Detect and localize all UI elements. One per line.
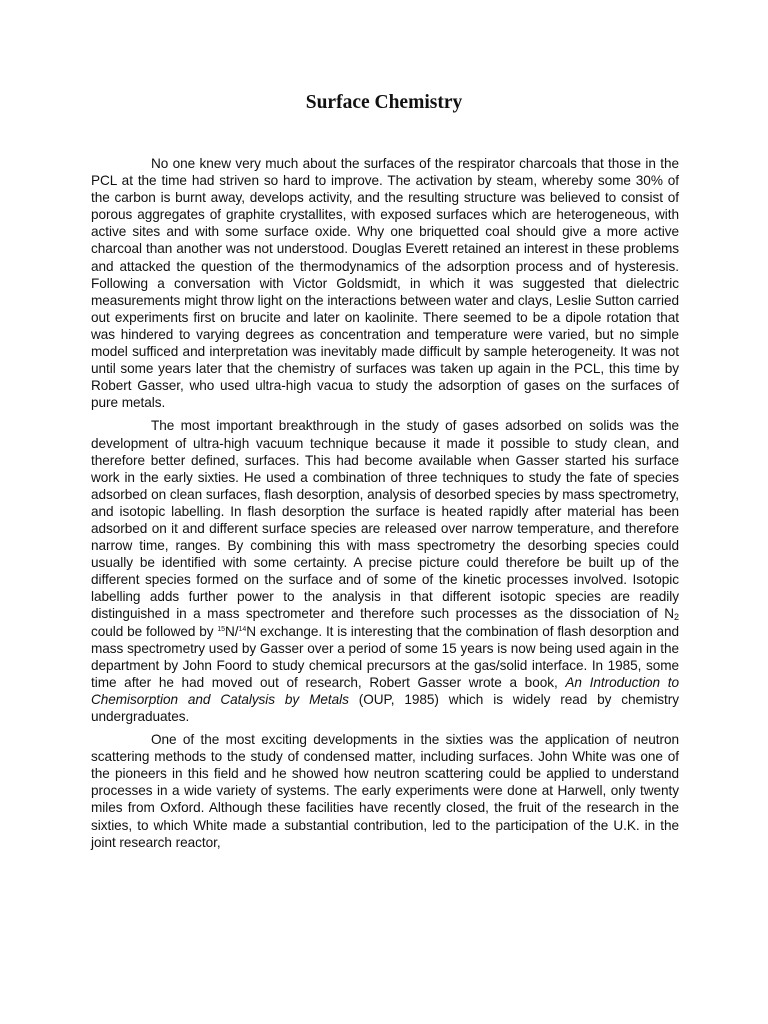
paragraph-charcoal-surfaces: No one knew very much about the surfaces of the respirator charcoals that those in the PCL at the time had striven so hard to improve. The activation by steam, whereby some 30% of the carbon is burnt away, develops activity, and the resulting structure was believed to consist of porous aggregates of graphite crystallites, with exposed surfaces which are heterogeneous, with active sites and with some surface oxide. Why one briquetted coal should give a more active charcoal than another was not understood. Douglas Everett retained an interest in these problems and attacked the question of the thermodynamics of the adsorption process and of hysteresis. Following a conversation with Victor Goldsmidt, in which it was suggested that dielectric measurements might throw light on the interactions between water and clays, Leslie Sutton carried out experiments first on brucite and later on kaolinite. There seemed to be a dipole rotation that was hindered to varying degrees as concentration and temperature were varied, but no simple model sufficed and interpretation was inevitably made difficult by sample heterogeneity. It was not until some years later that the chemistry of surfaces was taken up again in the PCL, this time by Robert Gasser, who used ultra-high vacua to study the adsorption of gases on the surfaces of pure metals. — [91, 156, 679, 411]
superscript-15: 15 — [217, 625, 226, 633]
paragraph-text: N/ — [225, 623, 239, 639]
superscript-14: 14 — [238, 625, 247, 633]
paragraph-ultra-high-vacuum — [91, 417, 679, 725]
paragraph-text: (OUP, 1985) which is widely read by chemistry undergraduates. — [91, 691, 679, 724]
page-title: Surface Chemistry — [305, 92, 463, 113]
book-title: An Introduction to Chemisorption and Catalysis by Metals — [91, 674, 680, 707]
paragraph-text: N exchange. It is interesting that the combination of flash desorption and mass spectrometry used by Gasser over a period of some 15 years is now being used again in the department by John Foord to study chemical precursors at the gas/solid interface. In 1985, some time after he had moved out of research, Robert Gasser wrote a book, — [91, 623, 679, 690]
paragraph-neutron-scattering: One of the most exciting developments in the sixties was the application of neutron scattering methods to the study of condensed matter, including surfaces. John White was one of the pioneers in this field and he showed how neutron scattering could be applied to understand processes in a wide variety of systems. The early experiments were done at Harwell, only twenty miles from Oxford. Although these facilities have recently closed, the fruit of the research in the sixties, to which White made a substantial contribution, led to the participation of the U.K. in the joint research reactor, — [91, 732, 679, 850]
subscript-2: 2 — [674, 612, 679, 623]
document-body — [91, 155, 679, 857]
paragraph-text: could be followed by — [91, 623, 218, 639]
paragraph-text: The most important breakthrough in the study of gases adsorbed on solids was the development of ultra-high vacuum technique because it made it possible to study clean, and therefore better defined, surfaces. This had become available when Gasser started his surface work in the early sixties. He used a combination of three techniques to study the fate of species adsorbed on clean surfaces, flash desorption, analysis of desorbed species by mass spectrometry, and isotopic labelling. In flash desorption the surface is heated rapidly after material has been adsorbed on it and different surface species are released over narrow temperature, and therefore narrow time, ranges. By combining this with mass spectrometry the desorbing species could usually be identified with some certainty. A precise picture could therefore be built up of the different species formed on the surface and of some of the kinetic processes involved. Isotopic labelling adds further power to the analysis in that different isotopic species are readily distinguished in a mass spectrometer and therefore such processes as the dissociation of N — [91, 418, 679, 622]
